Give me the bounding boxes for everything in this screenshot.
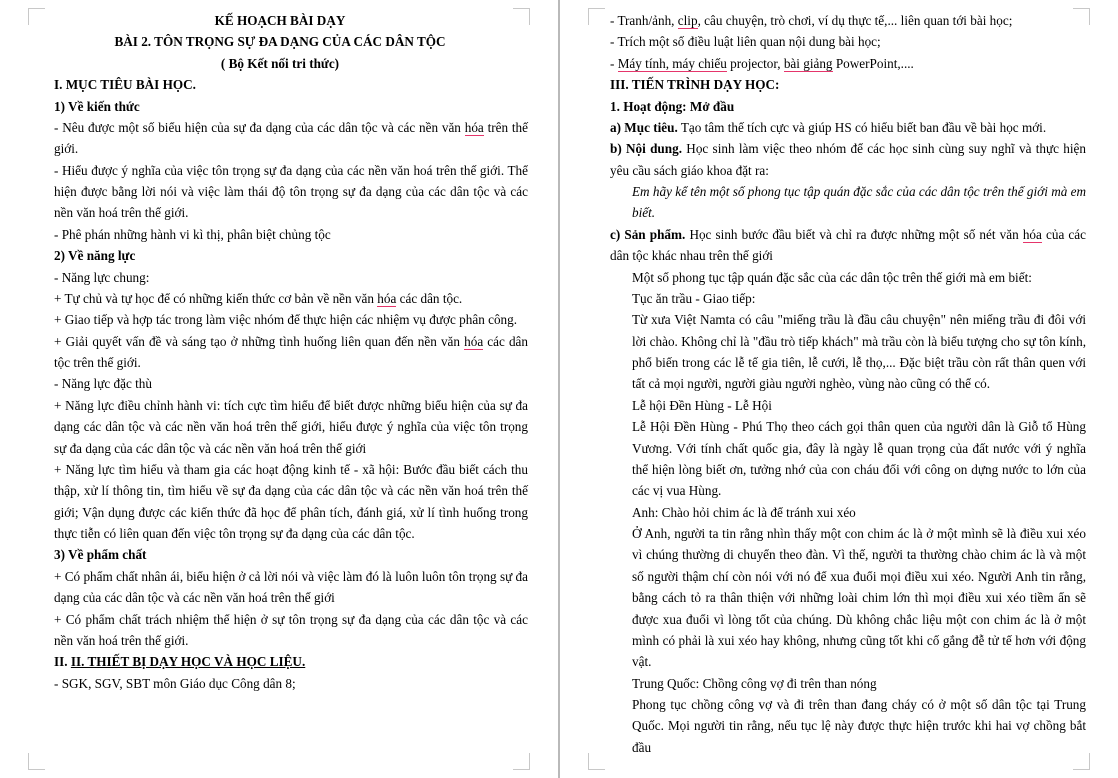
paragraph: Tục ăn trầu - Giao tiếp:	[632, 290, 756, 306]
paragraph: Ở Anh, người ta tin rằng nhìn thấy một con chim ác là ở một mình sẽ là điều xui xéo vì chúng thường di chuyển theo đàn. Vì thế, người ta thường chào chim ác là và một số người thậm chí còn nói với nó để xua đuổi mọi điều xui xéo. Người Anh tin rằng, bằng cách tỏ ra thân thiện với những loài chim lớn thì mọi điều xui xéo tiềm ẩn sẽ được xua đuổi vì lòng tốt của chúng. Dù không chắc liệu một con chim ác là ở một mình có phải là xui xéo hay không, nhưng cũng tốt khi cố gắng đễ tử tế hơn với động vật.	[632, 526, 1086, 670]
paragraph: Từ xưa Việt Namta có câu "miếng trầu là đầu câu chuyện" nên miếng trầu đi đôi với lời chào. Không chỉ là "đầu trò tiếp khách" mà trầu còn là biểu tượng cho sự tôn kính, phổ biến trong các lễ tế gia tiên, lễ cưới, lễ thọ,... Đặc biệt trầu còn rất thân quen với tất cả mọi người, người giàu người nghèo, vùng nào cũng có thể có.	[632, 312, 1086, 392]
paragraph: - Năng lực đặc thù	[54, 376, 152, 392]
product-text: của các dân tộc khác nhau trên thế giới	[610, 226, 1086, 264]
page-right	[559, 0, 1118, 778]
spellcheck-underline: Máy tính, máy chiếu	[617, 55, 727, 71]
left-page-content	[32, 10, 528, 772]
paragraph: + Có phẩm chất trách nhiệm thể hiện ở sự tôn trọng sự đa dạng của các dân tộc và các nền văn hoá trên thế giới.	[54, 611, 528, 648]
paragraph: + Có phẩm chất nhân ái, biểu hiện ở cả lời nói và việc làm đó là luôn luôn tôn trọng sự đa dạng của các dân tộc và các nền văn hoá trên thế giới	[54, 568, 528, 606]
spellcheck-underline: hóa	[464, 333, 484, 349]
subsection-1-title: 1) Về kiến thức	[54, 98, 140, 114]
paragraph: Trung Quốc: Chồng công vợ đi trên than nóng	[632, 675, 877, 691]
paragraph: Lễ hội Đền Hùng - Lễ Hội	[632, 397, 772, 413]
aim-text: Tạo tâm thế tích cực và giúp HS có hiểu biết ban đầu về bài học mới.	[677, 119, 1047, 135]
paragraph: + Tự chủ và tự học để có những kiến thức cơ bản về nền văn hóa các dân tộc.	[54, 290, 463, 306]
book-series: ( Bộ Kết nối tri thức)	[220, 55, 340, 71]
section-2-underlined-text: II. THIẾT BỊ DẠY HỌC VÀ HỌC LIỆU.	[70, 654, 306, 670]
spellcheck-underline: hóa	[377, 290, 397, 306]
paragraph: + Giao tiếp và hợp tác trong làm việc nhóm để thực hiện các nhiệm vụ được phân công.	[54, 312, 518, 328]
paragraph-text: projector,	[726, 55, 784, 71]
content-label: b) Nội dung.	[610, 141, 682, 157]
paragraph: - Hiểu được ý nghĩa của việc tôn trọng sự đa dạng của các nền văn hoá trên thế giới. Thể hiện được bằng lời nói và việc làm thái độ tôn trọng sự đa dạng của các dân tộc và các nền văn hoá trên thế giới.	[54, 162, 528, 221]
product-label: c) Sản phẩm.	[610, 226, 686, 242]
paragraph: + Năng lực điều chỉnh hành vi: tích cực tìm hiểu để biết được những biểu hiện của sự đa dạng các dân tộc và các nền văn hoá trên thế giới, hiểu được ý nghĩa của việc tôn trọng sự đa dạng của các dân tộc và các nền văn hoá trên thế giới	[54, 397, 528, 456]
content-text: Học sinh làm việc theo nhóm để các học sinh cùng suy nghĩ và thực hiện yêu cầu sách giáo khoa đặt ra:	[610, 141, 1086, 178]
aim-label: a) Mục tiêu.	[610, 119, 678, 135]
paragraph	[588, 10, 1086, 31]
quoted-task: Em hãy kể tên một số phong tục tập quán đặc sắc của các dân tộc trên thế giới mà em biết.	[632, 184, 1086, 221]
paragraph: - Năng lực chung:	[54, 269, 150, 285]
paragraph: - SGK, SGV, SBT môn Giáo dục Công dân 8;	[54, 675, 296, 691]
section-2-prefix: II.	[54, 654, 71, 670]
paragraph: - Trích một số điều luật liên quan nội dung bài học;	[610, 34, 881, 50]
section-1-title: I. MỤC TIÊU BÀI HỌC.	[54, 77, 196, 93]
paragraph: Một số phong tục tập quán đặc sắc của các dân tộc trên thế giới mà em biết:	[632, 269, 1032, 285]
paragraph-text: -	[610, 55, 618, 71]
subsection-2-title: 2) Về năng lực	[54, 248, 136, 264]
paragraph: + Giải quyết vấn đề và sáng tạo ở những tình huống liên quan đến nền văn hóa các dân tộc trên thế giới.	[54, 333, 529, 370]
paragraph: Lễ Hội Đền Hùng - Phú Thọ theo cách gọi thân quen của người dân là Giỗ tổ Hùng Vương. Với tính chất quốc gia, đây là ngày lễ quan trọng của đất nước với ý nghĩa thể hiện lòng biết ơn, tưởng nhớ của con cháu đối với công on dựng nước to lớn của các vị vua Hùng.	[632, 419, 1086, 499]
paragraph	[588, 117, 1086, 138]
lesson-title: BÀI 2. TÔN TRỌNG SỰ ĐA DẠNG CỦA CÁC DÂN TỘC	[114, 34, 446, 50]
right-page-content	[588, 10, 1086, 772]
activity-1-title: 1. Hoạt động: Mở đầu	[610, 98, 735, 114]
spellcheck-underline: bài giảng	[783, 55, 833, 71]
paragraph	[588, 224, 1086, 267]
spellcheck-underline: hóa	[1022, 226, 1042, 242]
paragraph: Anh: Chào hỏi chim ác là để tránh xui xéo	[632, 504, 856, 520]
paragraph-text: , câu chuyện, trò chơi, ví dụ thực tế,... liên quan tới bài học;	[697, 13, 1013, 28]
paragraph	[588, 138, 1086, 181]
paragraph: + Năng lực tìm hiểu và tham gia các hoạt động kinh tế - xã hội: Bước đầu biết cách thu thập, xử lí thông tin, tìm hiểu về sự đa dạng của các dân tộc và các nền văn hoá trên thế giới; Vận dụng được các kiến thức đã học để phân tích, đánh giá, xử lí tình huống trong thực tiễn có liên quan đến việc tôn trọng sự đa dạng của các dân tộc.	[54, 461, 528, 541]
paragraph: Phong tục chồng công vợ và đi trên than đang cháy có ở một số dân tộc tại Trung Quốc. Mọi người tin rằng, nếu tục lệ này được thực hiện trước khi hai vợ chồng bắt đầu	[632, 697, 1086, 755]
spellcheck-underline: hóa	[464, 119, 484, 135]
subsection-3-title: 3) Về phẩm chất	[54, 547, 147, 563]
paragraph	[588, 53, 1086, 74]
paragraph: - Phê phán những hành vi kì thị, phân biệt chủng tộc	[54, 226, 331, 242]
paragraph-text: - Tranh/ảnh,	[610, 13, 678, 28]
section-3-title: III. TIẾN TRÌNH DẠY HỌC:	[610, 77, 780, 93]
page-title: KẾ HOẠCH BÀI DẠY	[214, 13, 346, 28]
section-2-title	[32, 651, 528, 672]
paragraph-text: PowerPoint,....	[832, 55, 914, 71]
paragraph: - Nêu được một số biểu hiện của sự đa dạng của các dân tộc và các nền văn hóa trên thế giới.	[54, 119, 528, 157]
product-text: Học sinh bước đầu biết và chỉ ra được những một số nét văn	[685, 226, 1023, 242]
spellcheck-underline: clip	[677, 13, 698, 28]
